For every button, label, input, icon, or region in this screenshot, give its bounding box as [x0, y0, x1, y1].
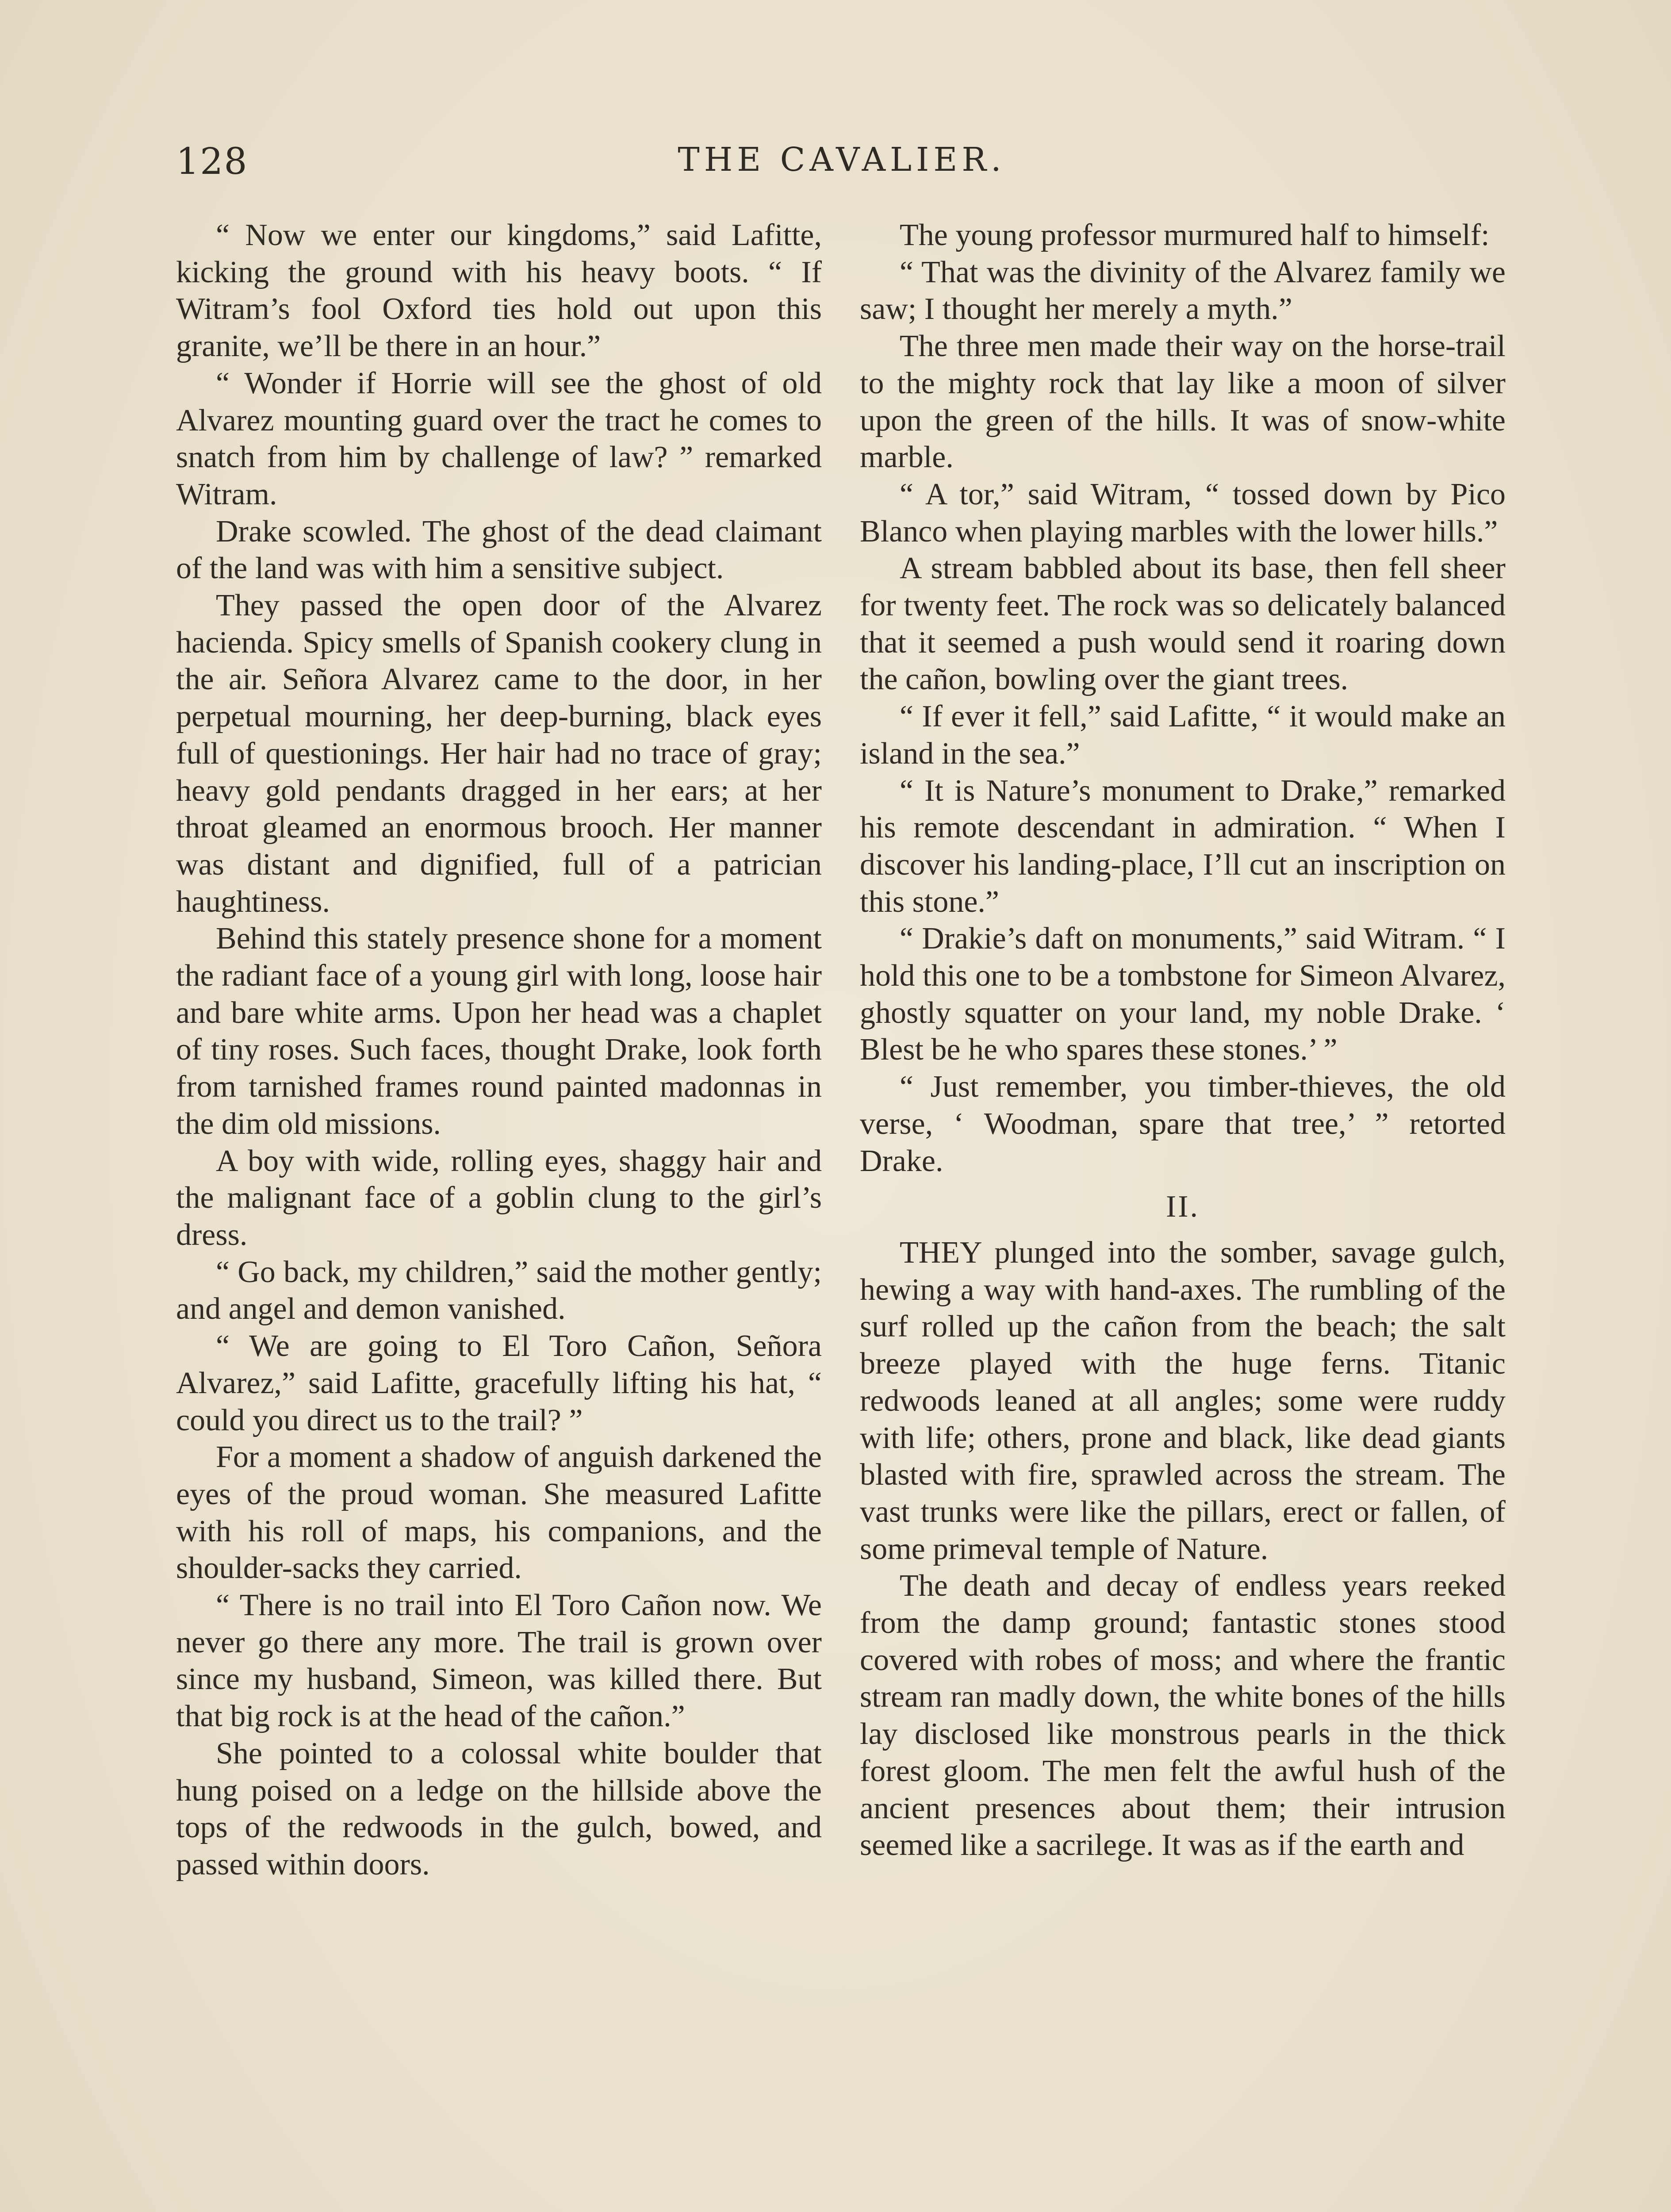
paragraph: “ It is Nature’s monument to Drake,” remarked his remote descendant in admiration. “ When I discover his landing-place, I’ll cut an inscription on this stone.”	[860, 773, 1506, 919]
paragraph: For a moment a shadow of anguish darkened the eyes of the proud woman. She measured Lafitte with his roll of maps, his companions, and the shoulder-sacks they carried.	[176, 1440, 822, 1586]
paragraph: A stream babbled about its base, then fell sheer for twenty feet. The rock was so delicately balanced that it seemed a push would send it roaring down the cañon, bowling over the giant trees.	[860, 551, 1506, 697]
paragraph: The three men made their way on the horse-trail to the mighty rock that lay like a moon of silver upon the green of the hills. It was of snow-white marble.	[860, 329, 1506, 475]
paragraph: “ We are going to El Toro Cañon, Señora Alvarez,” said Lafitte, gracefully lifting his hat, “ could you direct us to the trail? ”	[176, 1329, 822, 1437]
paragraph: A boy with wide, rolling eyes, shaggy hair and the malignant face of a goblin clung to the girl’s dress.	[176, 1144, 822, 1252]
paragraph: “ A tor,” said Witram, “ tossed down by Pico Blanco when playing marbles with the lower hills.”	[860, 477, 1506, 549]
paragraph: “ There is no trail into El Toro Cañon now. We never go there any more. The trail is grown over since my husband, Simeon, was killed there. But that big rock is at the head of the cañon.”	[176, 1588, 822, 1734]
paragraph: “ Drakie’s daft on monuments,” said Witram. “ I hold this one to be a tombstone for Simeon Alvarez, ghostly squatter on your land, my noble Drake. ‘ Blest be he who spares these stones.’ ”	[860, 922, 1506, 1067]
paragraph: “ Now we enter our kingdoms,” said Lafitte, kicking the ground with his heavy boots. “ If Witram’s fool Oxford ties hold out upon this granite, we’ll be there in an hour.”	[176, 218, 822, 364]
paragraph: They passed the open door of the Alvarez hacienda. Spicy smells of Spanish cookery clung in the air. Señora Alvarez came to the door, in her perpetual mourning, her deep-burning, black eyes full of questionings. Her hair had no trace of gray; heavy gold pendants dragged in her ears; at her throat gleamed an enormous brooch. Her manner was distant and dignified, full of a patrician haughtiness.	[176, 588, 822, 919]
page-number: 128	[176, 141, 248, 183]
page-header	[176, 141, 1507, 189]
paragraph: “ That was the divinity of the Alvarez family we saw; I thought her merely a myth.”	[860, 255, 1506, 326]
paragraph: “ Just remember, you timber-thieves, the old verse, ‘ Woodman, spare that tree,’ ” retorted Drake.	[860, 1070, 1506, 1178]
paragraph: She pointed to a colossal white boulder that hung poised on a ledge on the hillside above the tops of the redwoods in the gulch, bowed, and passed within doors.	[176, 1736, 822, 1882]
section-heading: II.	[1165, 1190, 1200, 1224]
left-column	[176, 217, 822, 1883]
paragraph: “ Wonder if Horrie will see the ghost of old Alvarez mounting guard over the tract he comes to snatch from him by challenge of law? ” remarked Witram.	[176, 366, 822, 511]
paragraph: “ Go back, my children,” said the mother gently; and angel and demon vanished.	[176, 1255, 822, 1326]
running-title: THE CAVALIER.	[678, 141, 1006, 179]
paragraph: Behind this stately presence shone for a moment the radiant face of a young girl with long, loose hair and bare white arms. Upon her head was a chaplet of tiny roses. Such faces, thought Drake, look forth from tarnished frames round painted madonnas in the dim old missions.	[176, 922, 822, 1141]
right-column	[860, 217, 1506, 1864]
paragraph: The young professor murmured half to himself:	[900, 218, 1490, 252]
paragraph: THEY plunged into the somber, savage gulch, hewing a way with hand-axes. The rumbling of the surf rolled up the cañon from the beach; the salt breeze played with the huge ferns. Titanic redwoods leaned at all angles; some were ruddy with life; others, prone and black, like dead giants blasted with fire, sprawled across the stream. The vast trunks were like the pillars, erect or fallen, of some primeval temple of Nature.	[860, 1235, 1506, 1566]
paragraph: Drake scowled. The ghost of the dead claimant of the land was with him a sensitive subject.	[176, 514, 822, 586]
paragraph: The death and decay of endless years reeked from the damp ground; fantastic stones stood covered with robes of moss; and where the frantic stream ran madly down, the white bones of the hills lay disclosed like monstrous pearls in the thick forest gloom. The men felt the awful hush of the ancient presences about them; their intrusion seemed like a sacrilege. It was as if the earth and	[860, 1569, 1506, 1863]
paragraph: “ If ever it fell,” said Lafitte, “ it would make an island in the sea.”	[860, 699, 1506, 771]
